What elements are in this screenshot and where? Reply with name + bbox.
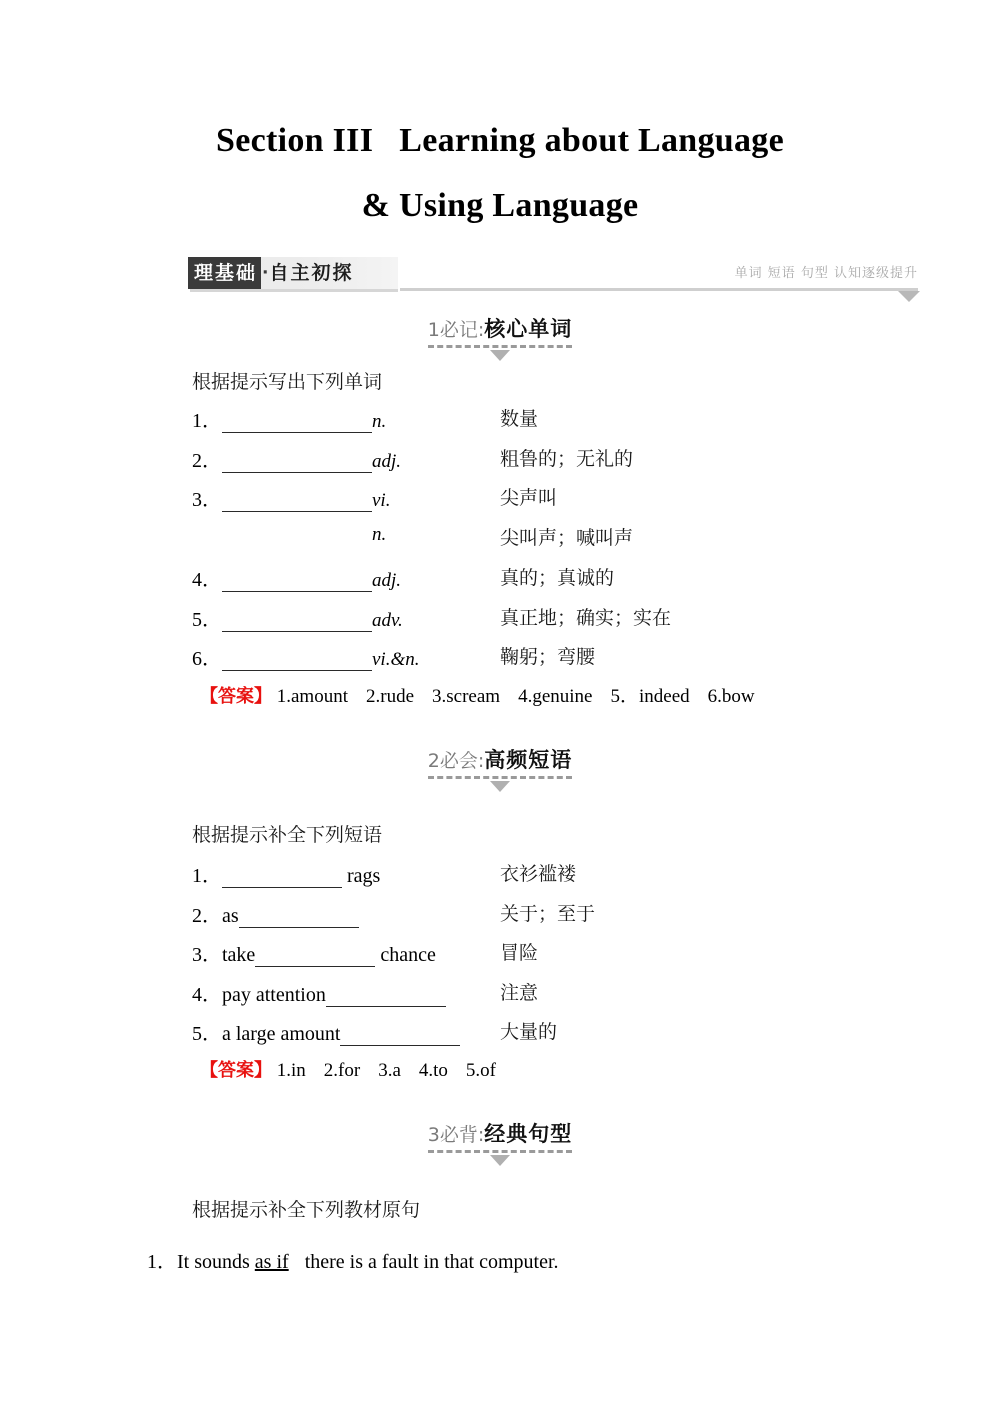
answer-values-phrases xyxy=(277,1060,514,1081)
answer-item: 1.amount xyxy=(276,686,348,707)
answer-item: 5.of xyxy=(465,1060,496,1081)
subsection-heading-2 xyxy=(0,744,1000,779)
answer-item: 1.in xyxy=(276,1060,306,1081)
subsection-heading-3-dashes xyxy=(428,1150,573,1153)
subsection-heading-1 xyxy=(0,313,1000,348)
answer-item: 5．indeed xyxy=(610,686,690,707)
subsection-heading-3-num: 3必背: xyxy=(427,1124,485,1146)
word-meaning: 尖声叫 xyxy=(500,487,558,509)
phrase-row xyxy=(192,938,952,964)
page-title-line2: & Using Language xyxy=(361,187,639,224)
phrase-after: rags xyxy=(342,865,381,887)
phrase-meaning: 注意 xyxy=(500,982,539,1004)
word-row-continuation xyxy=(192,523,952,549)
banner-shadow-bar xyxy=(190,289,398,292)
word-blank-input[interactable] xyxy=(222,650,372,671)
word-meaning: 真的；真诚的 xyxy=(500,567,615,589)
word-row xyxy=(192,444,952,470)
word-meaning: 粗鲁的；无礼的 xyxy=(500,448,634,470)
phrase-row-index: 5． xyxy=(192,1023,222,1045)
phrase-before: take xyxy=(222,944,256,966)
banner-light-label: 自主初探 xyxy=(269,262,354,284)
word-meaning: 数量 xyxy=(500,408,539,430)
word-blank-input[interactable] xyxy=(222,491,372,512)
phrase-blank-input[interactable] xyxy=(340,1026,460,1046)
phrase-meaning: 衣衫褴褛 xyxy=(500,863,577,885)
word-pos: adj. xyxy=(372,451,402,472)
subsection-heading-2-inner xyxy=(428,744,573,779)
sentence-answer-underlined: as if xyxy=(254,1251,289,1273)
word-row-index: 2． xyxy=(192,450,222,472)
banner-dark-label: 理基础 xyxy=(188,257,261,289)
phrase-row xyxy=(192,1017,952,1043)
subsection-heading-1-inner xyxy=(428,313,573,348)
subsection-heading-2-main: 高频短语 xyxy=(484,748,573,772)
subsection-heading-2-dashes xyxy=(428,776,573,779)
answer-item: 3.a xyxy=(378,1060,401,1081)
phrase-meaning: 冒险 xyxy=(500,942,539,964)
word-blank-input[interactable] xyxy=(222,611,372,632)
sentence-post: there is a fault in that computer. xyxy=(304,1251,559,1273)
subsection-heading-1-main: 核心单词 xyxy=(484,317,573,341)
answer-item: 6.bow xyxy=(707,686,755,707)
prompt-sentences: 根据提示补全下列教材原句 xyxy=(192,1199,421,1221)
word-blank-input[interactable] xyxy=(222,571,372,592)
word-meaning: 尖叫声；喊叫声 xyxy=(500,527,634,549)
word-row-index: 6． xyxy=(192,648,222,670)
word-pos: adv. xyxy=(372,610,403,631)
banner-separator-dot: · xyxy=(262,263,269,283)
phrase-blank-input[interactable] xyxy=(222,868,342,888)
word-pos: vi.&n. xyxy=(372,649,420,670)
answer-line-phrases xyxy=(200,1056,514,1082)
word-pos: adj. xyxy=(372,570,402,591)
sentence-row xyxy=(147,1245,559,1274)
word-row xyxy=(192,563,952,589)
word-row-index: 3． xyxy=(192,489,222,511)
word-row-index: 1． xyxy=(192,410,222,432)
word-blank-input[interactable] xyxy=(222,412,372,433)
word-row xyxy=(192,404,952,430)
answer-item: 4.genuine xyxy=(518,686,593,707)
word-row-index: 5． xyxy=(192,609,222,631)
phrase-blank-input[interactable] xyxy=(326,987,446,1007)
section-banner xyxy=(188,257,398,289)
phrase-before: a large amount xyxy=(222,1023,341,1045)
phrase-before: as xyxy=(222,905,239,927)
subsection-heading-1-triangle-icon xyxy=(490,350,510,361)
answer-values-words xyxy=(277,686,773,707)
subsection-heading-3-main: 经典句型 xyxy=(484,1122,573,1146)
title-section-topic: Learning about Language xyxy=(399,122,785,159)
banner-triangle-icon xyxy=(898,291,920,302)
subsection-heading-1-num: 1必记: xyxy=(427,319,485,341)
prompt-phrases: 根据提示补全下列短语 xyxy=(192,824,383,846)
subsection-heading-1-dashes xyxy=(428,345,573,348)
phrase-row-index: 2． xyxy=(192,905,222,927)
word-row xyxy=(192,483,952,509)
prompt-words: 根据提示写出下列单词 xyxy=(192,371,383,393)
answer-item: 3.scream xyxy=(432,686,501,707)
subsection-heading-3-inner xyxy=(428,1118,573,1153)
subsection-heading-2-num: 2必会: xyxy=(427,750,485,772)
word-row xyxy=(192,642,952,668)
phrase-row xyxy=(192,978,952,1004)
phrase-meaning: 大量的 xyxy=(500,1021,558,1043)
phrase-meaning: 关于；至于 xyxy=(500,903,596,925)
sentence-index: 1． xyxy=(147,1251,177,1273)
banner-rule xyxy=(400,288,918,291)
word-pos: n. xyxy=(372,524,387,545)
phrase-blank-input[interactable] xyxy=(255,947,375,967)
subsection-heading-3 xyxy=(0,1118,1000,1153)
word-blank-input[interactable] xyxy=(222,452,372,473)
page-title-line1 xyxy=(0,124,1000,158)
word-pos: n. xyxy=(372,411,387,432)
word-row-index: 4． xyxy=(192,569,222,591)
answer-line-words xyxy=(200,681,773,708)
phrase-row-index: 4． xyxy=(192,984,222,1006)
word-pos: vi. xyxy=(372,490,391,511)
phrase-before: pay attention xyxy=(222,984,326,1006)
phrase-row-index: 3． xyxy=(192,944,222,966)
phrase-row-index: 1． xyxy=(192,865,222,887)
word-meaning: 真正地；确实；实在 xyxy=(500,607,672,629)
word-blank-placeholder xyxy=(222,526,372,546)
phrase-row xyxy=(192,859,952,885)
answer-label: 【答案】 xyxy=(200,1060,272,1081)
sentence-pre: It sounds xyxy=(177,1251,255,1273)
answer-item: 2.for xyxy=(323,1060,361,1081)
subsection-heading-2-triangle-icon xyxy=(490,781,510,792)
answer-label: 【答案】 xyxy=(200,686,272,707)
answer-item: 2.rude xyxy=(366,686,415,707)
subsection-heading-3-triangle-icon xyxy=(490,1155,510,1166)
phrase-blank-input[interactable] xyxy=(239,908,359,928)
title-section-label: Section III xyxy=(215,122,374,159)
phrase-after: chance xyxy=(375,944,436,966)
word-row xyxy=(192,603,952,629)
banner-note: 单词 短语 句型 认知逐级提升 xyxy=(734,266,918,281)
phrase-row xyxy=(192,899,952,925)
answer-item: 4.to xyxy=(418,1060,448,1081)
word-meaning: 鞠躬；弯腰 xyxy=(500,646,596,668)
